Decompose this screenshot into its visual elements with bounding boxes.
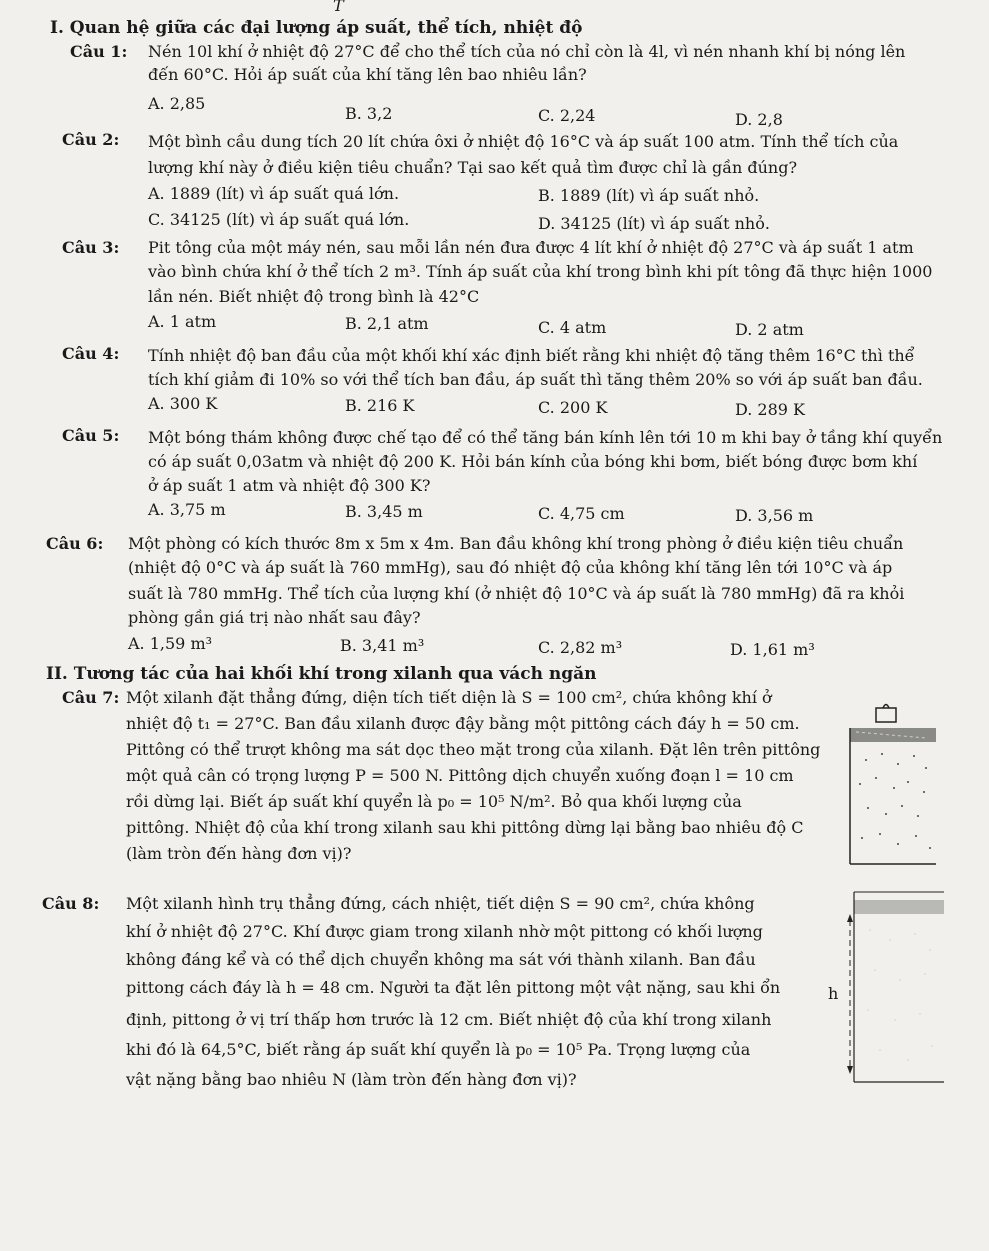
question-2-option-d[interactable]: D. 34125 (lít) vì áp suất nhỏ. <box>538 214 770 233</box>
question-7-line-4: một quả cân có trọng lượng P = 500 N. Pittông dịch chuyển xuống đoạn l = 10 cm <box>126 766 794 785</box>
question-6-option-d[interactable]: D. 1,61 m³ <box>730 640 815 659</box>
question-8-line-6: khi đó là 64,5°C, biết rằng áp suất khí quyển là p₀ = 10⁵ Pa. Trọng lượng của <box>126 1040 751 1059</box>
question-1-line-2: đến 60°C. Hỏi áp suất của khí tăng lên bao nhiêu lần? <box>148 65 587 84</box>
question-7-line-3: Pittông có thể trượt không ma sát dọc theo mặt trong của xilanh. Đặt lên trên pittông <box>126 740 821 759</box>
question-2-label: Câu 2: <box>62 130 120 149</box>
question-7-line-6: pittông. Nhiệt độ của khí trong xilanh sau khi pittông dừng lại bằng bao nhiêu độ C <box>126 818 804 837</box>
question-4-line-1: Tính nhiệt độ ban đầu của một khối khí xác định biết rằng khi nhiệt độ tăng thêm 16°C thì thể <box>148 346 915 365</box>
question-6-line-3: suất là 780 mmHg. Thể tích của lượng khí (ở nhiệt độ 10°C và áp suất là 780 mmHg) đã ra khỏi <box>128 584 905 603</box>
top-mark: T <box>333 0 344 15</box>
question-2-option-a[interactable]: A. 1889 (lít) vì áp suất quá lớn. <box>148 184 400 203</box>
question-3-option-d[interactable]: D. 2 atm <box>735 320 804 339</box>
question-4-option-a[interactable]: A. 300 K <box>148 394 218 413</box>
question-4-label: Câu 4: <box>62 344 120 363</box>
question-3-line-2: vào bình chứa khí ở thể tích 2 m³. Tính áp suất của khí trong bình khi pít tông đã thực hiện 1000 <box>148 262 933 281</box>
question-3-label: Câu 3: <box>62 238 120 257</box>
question-1-option-c[interactable]: C. 2,24 <box>538 106 596 125</box>
question-8-line-5: định, pittong ở vị trí thấp hơn trước là 12 cm. Biết nhiệt độ của khí trong xilanh <box>126 1010 772 1029</box>
question-6-line-4: phòng gần giá trị nào nhất sau đây? <box>128 608 421 627</box>
question-3-option-a[interactable]: A. 1 atm <box>148 312 217 331</box>
arrow-down-icon <box>847 1066 853 1074</box>
cylinder-figure-2 <box>820 890 944 1086</box>
question-3-option-c[interactable]: C. 4 atm <box>538 318 607 337</box>
question-2-option-c[interactable]: C. 34125 (lít) vì áp suất quá lớn. <box>148 210 410 229</box>
question-5-option-b[interactable]: B. 3,45 m <box>345 502 423 521</box>
question-3-line-3: lần nén. Biết nhiệt độ trong bình là 42°C <box>148 287 480 306</box>
question-5-label: Câu 5: <box>62 426 120 445</box>
question-7-line-5: rồi dừng lại. Biết áp suất khí quyển là p₀ = 10⁵ N/m². Bỏ qua khối lượng của <box>126 792 742 811</box>
question-6-line-2: (nhiệt độ 0°C và áp suất là 760 mmHg), sau đó nhiệt độ của không khí tăng lên tới 10°C và áp <box>128 558 893 577</box>
question-8-line-1: Một xilanh hình trụ thẳng đứng, cách nhiệt, tiết diện S = 90 cm², chứa không <box>126 894 755 913</box>
question-1-option-d[interactable]: D. 2,8 <box>735 110 783 129</box>
section-heading-1: I. Quan hệ giữa các đại lượng áp suất, thể tích, nhiệt độ <box>50 18 583 38</box>
question-8-label: Câu 8: <box>42 894 100 913</box>
question-6-option-c[interactable]: C. 2,82 m³ <box>538 638 623 657</box>
question-3-line-1: Pit tông của một máy nén, sau mỗi lần nén đưa được 4 lít khí ở nhiệt độ 27°C và áp suất 1 atm <box>148 238 914 257</box>
question-8-line-3: không đáng kể và có thể dịch chuyển không ma sát với thành xilanh. Ban đầu <box>126 950 756 969</box>
question-4-option-b[interactable]: B. 216 K <box>345 396 415 415</box>
question-6-label: Câu 6: <box>46 534 104 553</box>
question-1-option-a[interactable]: A. 2,85 <box>148 94 206 113</box>
question-5-option-a[interactable]: A. 3,75 m <box>148 500 226 519</box>
question-5-line-1: Một bóng thám không được chế tạo để có thể tăng bán kính lên tới 10 m khi bay ở tầng khí quyển <box>148 428 943 447</box>
question-6-line-1: Một phòng có kích thước 8m x 5m x 4m. Ban đầu không khí trong phòng ở điều kiện tiêu chuẩn <box>128 534 904 553</box>
question-7-line-2: nhiệt độ t₁ = 27°C. Ban đầu xilanh được đậy bằng một pittông cách đáy h = 50 cm. <box>126 714 800 733</box>
question-7-line-1: Một xilanh đặt thẳng đứng, diện tích tiết diện là S = 100 cm², chứa không khí ở <box>126 688 772 707</box>
question-6-option-a[interactable]: A. 1,59 m³ <box>128 634 213 653</box>
question-1-label: Câu 1: <box>70 42 128 61</box>
question-8-line-7: vật nặng bằng bao nhiêu N (làm tròn đến hàng đơn vị)? <box>126 1070 577 1089</box>
question-5-option-c[interactable]: C. 4,75 cm <box>538 504 625 523</box>
question-4-option-d[interactable]: D. 289 K <box>735 400 806 419</box>
section-heading-2: II. Tương tác của hai khối khí trong xilanh qua vách ngăn <box>46 664 597 684</box>
question-2-line-2: lượng khí này ở điều kiện tiêu chuẩn? Tại sao kết quả tìm được chỉ là gần đúng? <box>148 158 798 177</box>
question-5-option-d[interactable]: D. 3,56 m <box>735 506 814 525</box>
question-8-line-2: khí ở nhiệt độ 27°C. Khí được giam trong xilanh nhờ một pittong có khối lượng <box>126 922 763 941</box>
arrow-up-icon <box>847 914 853 922</box>
question-5-line-3: ở áp suất 1 atm và nhiệt độ 300 K? <box>148 476 431 495</box>
question-7-label: Câu 7: <box>62 688 120 707</box>
question-1-option-b[interactable]: B. 3,2 <box>345 104 393 123</box>
question-7-line-7: (làm tròn đến hàng đơn vị)? <box>126 844 352 863</box>
question-4-line-2: tích khí giảm đi 10% so với thể tích ban đầu, áp suất thì tăng thêm 20% so với áp suất ban đầu. <box>148 370 923 389</box>
question-3-option-b[interactable]: B. 2,1 atm <box>345 314 429 333</box>
question-8-line-4: pittong cách đáy là h = 48 cm. Người ta đặt lên pittong một vật nặng, sau khi ổn <box>126 978 781 997</box>
question-6-option-b[interactable]: B. 3,41 m³ <box>340 636 425 655</box>
question-5-line-2: có áp suất 0,03atm và nhiệt độ 200 K. Hỏi bán kính của bóng khi bơm, biết bóng được bơm khí <box>148 452 918 471</box>
question-2-line-1: Một bình cầu dung tích 20 lít chứa ôxi ở nhiệt độ 16°C và áp suất 100 atm. Tính thể tích của <box>148 132 899 151</box>
piston <box>854 900 944 914</box>
question-1-line-1: Nén 10l khí ở nhiệt độ 27°C để cho thể tích của nó chỉ còn là 4l, vì nén nhanh khí bị nóng lên <box>148 42 906 61</box>
question-4-option-c[interactable]: C. 200 K <box>538 398 608 417</box>
question-2-option-b[interactable]: B. 1889 (lít) vì áp suất nhỏ. <box>538 186 760 205</box>
figure-2-height-label: h <box>828 984 839 1003</box>
cylinder-figure-1 <box>846 688 936 868</box>
